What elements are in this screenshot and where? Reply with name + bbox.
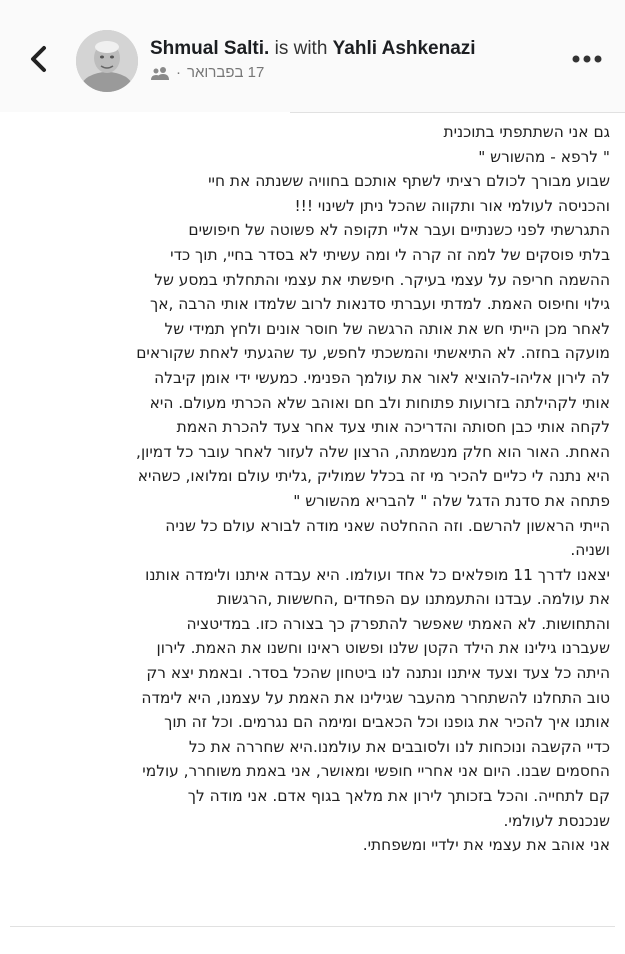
post-text-line: מועקה בחזה. לא התיאשתי והמשכתי לחפש, עד שהגעתי לאחת שקוראים: [136, 344, 610, 363]
post-text-line: אותנו איך להכיר את גופנו וכל הכאבים ומימה הם נגרמים. וכל זה תוך: [164, 713, 610, 732]
tagged-name[interactable]: Yahli Ashkenazi: [332, 38, 476, 59]
post-text-line: אני אוהב את עצמי את ילדיי ומשפחתי.: [362, 836, 610, 855]
more-dots-icon[interactable]: [570, 52, 604, 66]
post-text-line: היתה כל צעד וצעד איתנו ונתנה לנו ביטחון שהכל בסדר. ובאמת יצא רק: [146, 664, 610, 683]
post-text-line: והכניסה לעולמי אור ותקווה שהכל ניתן לשינוי !!!: [294, 196, 610, 215]
post-text-line: ושניה.: [570, 541, 610, 560]
post-text-line: שעברנו גילינו את הילד הקטן שלנו ופשוט ראינו וחשנו את האמת. לירון: [156, 639, 610, 658]
bottom-divider: [10, 926, 615, 927]
author-name[interactable]: Shmual Salti.: [150, 38, 270, 59]
post-text-line: הייתי הראשון להרשם. וזה ההחלטה שאני מודה לבורא עולם כל שניה: [165, 516, 610, 535]
post-text-line: קם לתחייה. והכל בזכותך לירון את מלאך בגוף אדם. אני מודה לך: [187, 787, 610, 806]
post-text-line: האחת. האור הוא חלק מנשמתה, הרצון שלה לעזור לאחר עובר כל דמיון,: [136, 442, 610, 461]
post-text-line: התגרשתי לפני כשנתיים ועבר אליי תקופה לא פשוטה של חיפושים: [188, 221, 610, 240]
chevron-left-icon[interactable]: [22, 42, 56, 76]
post-date[interactable]: 17 בפברואר: [187, 64, 265, 81]
avatar-image: [76, 30, 138, 92]
post-text-line: והתחושות. לא האמתי שאפשר להתפרק כך בצורה כזו. במדיטציה: [186, 614, 610, 633]
post-text-line: היא נתנה לי כליים להכיר מי זה בכלל שמוליק ,גליתי עולם ומלואו, כשהיא: [137, 467, 610, 486]
friends-icon[interactable]: [150, 66, 170, 80]
post-text-line: פתחה את סדנת הדגל שלה " להבריא מהשורש ": [293, 491, 610, 510]
post-text-line: לאחר מכן הייתי חש את אותה הרגשה של חוסר אונים ולחץ תמידי של: [164, 319, 610, 338]
post-text-line: בלתי פוסקים של למה זה קרה לי ומה עשיתי לא בסדר בחיי, תוך כדי: [170, 245, 610, 264]
header-divider: [290, 112, 625, 113]
post-text-line: לה לירון אליהו-להוציא לאור את עולמך הפנימי. כמעשי ידי אומן קיבלה: [154, 368, 610, 387]
post-text-line: גם אני השתתפתי בתוכנית: [443, 123, 610, 141]
post-text-line: שבוע מבורך לכולם רציתי לשתף אותכם בחוויה ששנתה את חיי: [208, 172, 610, 191]
post-text-line: טוב התחלנו להשתחרר מהעבר שגילינו את האמת על עצמנו, היא לימדה: [141, 688, 610, 707]
meta-separator: ·: [176, 64, 181, 81]
avatar[interactable]: [76, 30, 138, 92]
post-text-line: לקחה אותי כבן חסותה והדריכה אותי צעד אחר צעד להכרת האמת: [176, 418, 610, 437]
post-header: [0, 0, 625, 112]
post-title: [150, 38, 550, 60]
post-meta: [150, 64, 264, 81]
post-text-line: ההשמה חריפה על עצמי בעיקר. חיפשתי את עצמי והתחלתי במסע של: [154, 270, 610, 289]
post-text-line: " לרפא - מהשורש ": [478, 147, 610, 166]
post-text-line: את עולמה. עבדנו והתעמתנו עם הפחדים ,החששות ,הרגשות: [217, 590, 610, 609]
post-text-line: יצאנו לדרך 11 מופלאים כל אחד ועולמו. היא עבדה איתנו ולימדה אותנו: [145, 565, 610, 584]
post-text-line: החסמים שבנו. היום אני אחריי חופשי ומאושר, אני באמת משוחרר, עולמי: [142, 762, 610, 781]
post-text: [18, 120, 610, 858]
post-text-line: גילוי וחיפוס האמת. למדתי ועברתי סדנאות לרוב שלמדו אותי הרבה ,אך: [149, 295, 610, 314]
with-text: is with: [274, 38, 328, 59]
post-text-line: אותי לקהילתה בזרועות פתוחות ולב חם ואוהב שלא הכרתי מעולם. היא: [149, 393, 610, 412]
post-text-line: כדיי הקשבה ונוכחות לנו ולסובבים את עולמנו.היא שחררה את כל: [188, 737, 610, 756]
post-text-line: שנכנסת לעולמי.: [503, 811, 610, 830]
